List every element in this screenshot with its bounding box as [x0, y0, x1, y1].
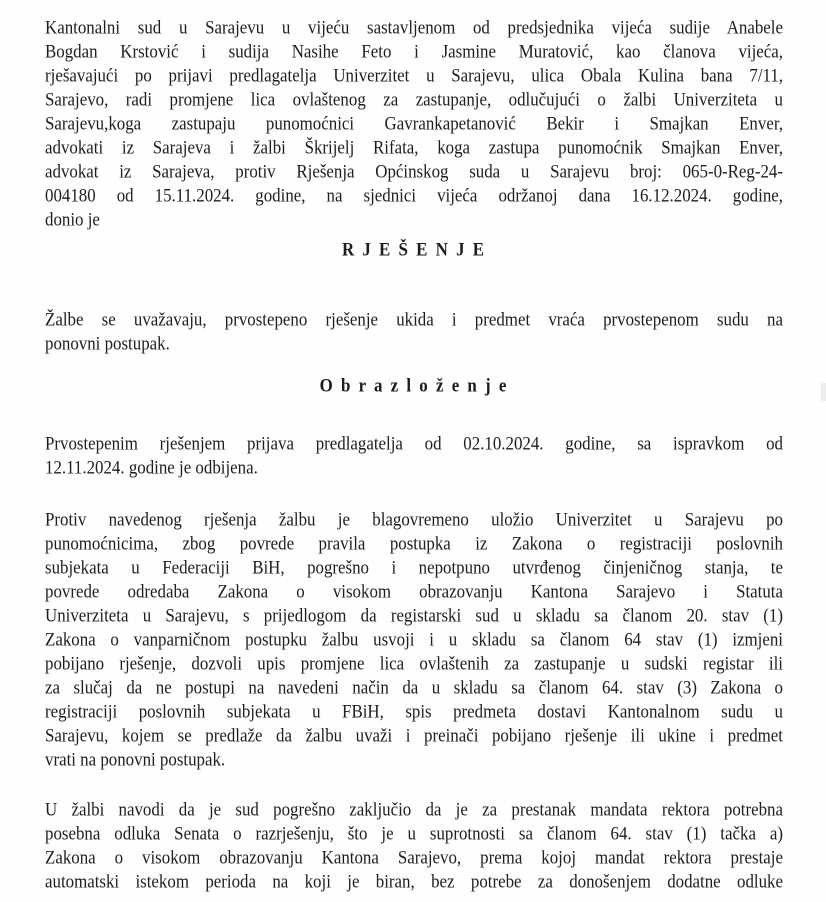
text-line: Protiv navedenog rješenja žalbu je blagovremeno uložio Univerzitet u Sarajevu po	[45, 508, 783, 531]
text-line: Sarajevu, kojem se predlaže da žalbu uvaži i preinači pobijano rješenje ili ukine i predmet	[45, 724, 783, 747]
text-line: Sarajevo, radi promjene lica ovlaštenog za zastupanje, odlučujući o žalbi Univerziteta u	[45, 88, 783, 111]
scan-edge-artifact	[821, 383, 826, 401]
text-line: Zakona o vanparničnom postupku žalbu usvoji i u skladu sa članom 64 stav (1) izmjeni	[45, 628, 783, 651]
text-line: Zakona o visokom obrazovanju Kantona Sarajevo, prema kojoj mandat rektora prestaje	[45, 846, 783, 869]
text-line: registraciji poslovnih subjekata u FBiH, spis predmeta dostavi Kantonalnom sudu u	[45, 700, 783, 723]
text-line: donio je	[45, 208, 100, 231]
court-composition-paragraph	[45, 16, 783, 232]
appeal-paragraph	[45, 508, 783, 772]
text-line: posebna odluka Senata o razrješenju, što je u suprotnosti sa članom 64. stav (1) tačka a)	[45, 822, 783, 845]
text-line: punomoćnicima, zbog povrede pravila postupka iz Zakona o registraciji poslovnih	[45, 532, 783, 555]
decision-heading: R J E Š E N J E	[341, 238, 487, 261]
text-line: advokati iz Sarajeva i žalbi Škrijelj Rifata, koga zastupa punomoćnik Smajkan Enver,	[45, 136, 783, 159]
text-line: 12.11.2024. godine je odbijena.	[45, 456, 258, 479]
appeal-claims-paragraph	[45, 798, 783, 894]
text-line: advokat iz Sarajeva, protiv Rješenja Općinskog suda u Sarajevu broj: 065-0-Reg-24-	[45, 160, 783, 183]
reasoning-heading: O b r a z l o ž e n j e	[319, 374, 509, 397]
text-line: rješavajući po prijavi predlagatelja Univerzitet u Sarajevu, ulica Obala Kulina bana 7/11,	[45, 64, 783, 87]
text-line: ponovni postupak.	[45, 332, 170, 355]
text-line: subjekata u Federaciji BiH, pogrešno i nepotpuno utvrđenog činjeničnog stanja, te	[45, 556, 783, 579]
text-line: Univerziteta u Sarajevu, s prijedlogom da registarski sud u skladu sa članom 20. stav (1)	[45, 604, 783, 627]
text-line: Sarajevu,koga zastupaju punomoćnici Gavrankapetanović Bekir i Smajkan Enver,	[45, 112, 783, 135]
first-instance-paragraph	[45, 432, 783, 480]
text-line: Bogdan Krstović i sudija Nasihe Feto i Jasmine Muratović, kao članova vijeća,	[45, 40, 783, 63]
text-line: automatski istekom perioda na koji je biran, bez potrebe za donošenjem dodatne odluke	[45, 870, 783, 893]
text-line: pobijano rješenje, dozvoli upis promjene lica ovlaštenih za zastupanje u sudski registar ili	[45, 652, 783, 675]
text-line: za slučaj da ne postupi na navedeni način da u skladu sa članom 64. stav (3) Zakona o	[45, 676, 783, 699]
text-line: Kantonalni sud u Sarajevu u vijeću sastavljenom od predsjednika vijeća sudije Anabele	[45, 16, 783, 39]
text-line: Žalbe se uvažavaju, prvostepeno rješenje ukida i predmet vraća prvostepenom sudu na	[45, 308, 783, 331]
text-line: U žalbi navodi da je sud pogrešno zaključio da je za prestanak mandata rektora potrebna	[45, 798, 783, 821]
text-line: 004180 od 15.11.2024. godine, na sjednici vijeća održanoj dana 16.12.2024. godine,	[45, 184, 783, 207]
text-line: vrati na ponovni postupak.	[45, 748, 226, 771]
text-line: Prvostepenim rješenjem prijava predlagatelja od 02.10.2024. godine, sa ispravkom od	[45, 432, 783, 455]
ruling-paragraph	[45, 308, 783, 356]
document-body	[45, 16, 783, 894]
text-line: povrede odredaba Zakona o visokom obrazovanju Kantona Sarajevo i Statuta	[45, 580, 783, 603]
